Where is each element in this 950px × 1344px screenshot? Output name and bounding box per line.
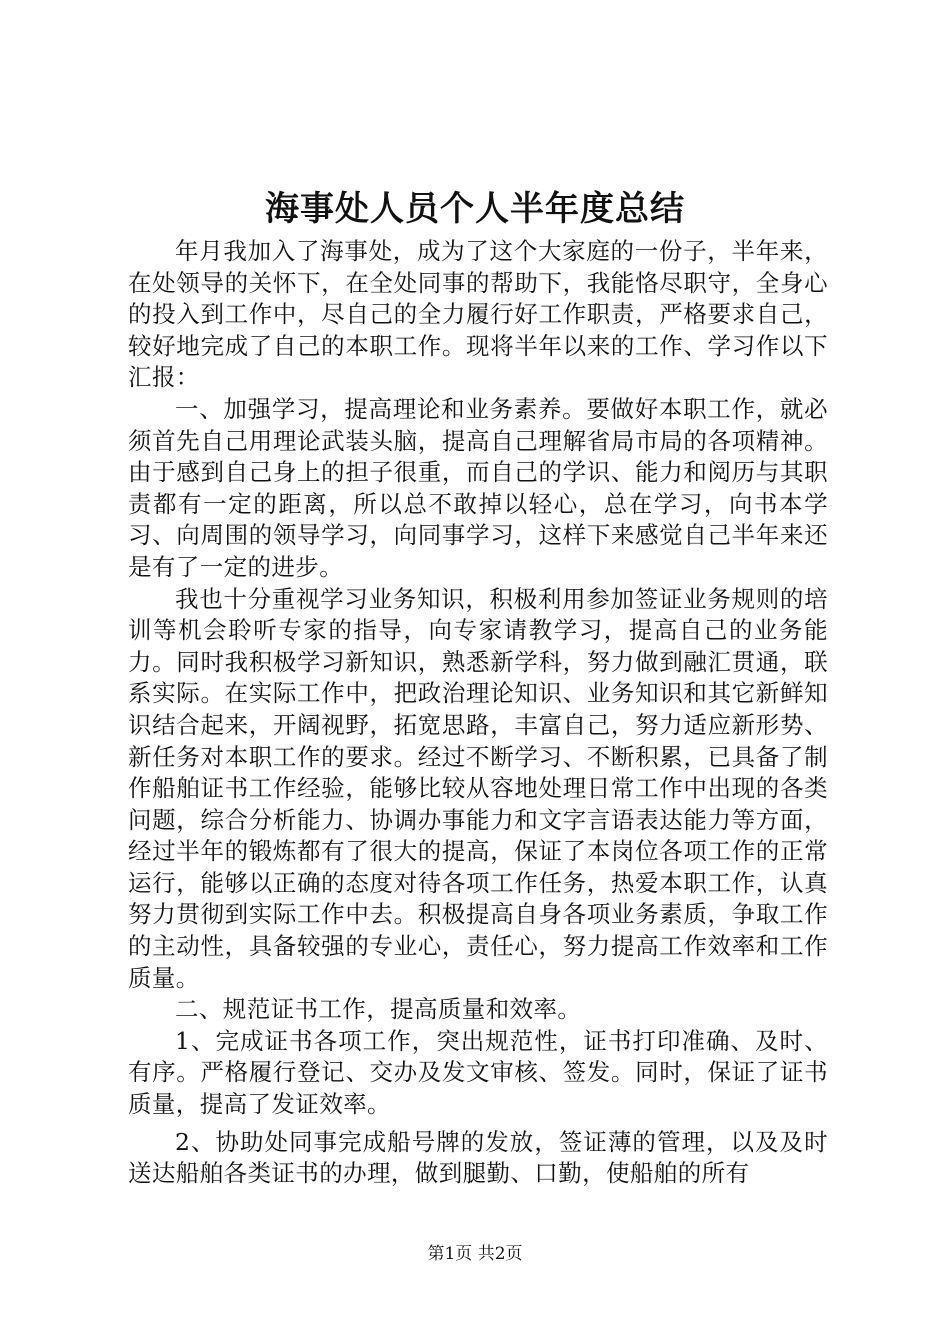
paragraph-item-1: 1、完成证书各项工作，突出规范性，证书打印准确、及时、有序。严格履行登记、交办及发文审核、签发。同时，保证了证书质量，提高了发证效率。 (128, 1026, 828, 1119)
paragraph-section-1: 一、加强学习，提高理论和业务素养。要做好本职工作，就必须首先自己用理论武装头脑，提高自己理解省局市局的各项精神。由于感到自己身上的担子很重，而自己的学识、能力和阅历与其职责都有一定的距离，所以总不敢掉以轻心，总在学习，向书本学习、向周围的领导学习，向同事学习，这样下来感觉自己半年来还是有了一定的进步。 (128, 394, 828, 581)
document-title: 海事处人员个人半年度总结 (265, 189, 685, 229)
paragraph-section-2: 二、规范证书工作，提高质量和效率。 (175, 995, 582, 1024)
paragraph-business-study: 我也十分重视学习业务知识，积极利用参加签证业务规则的培训等机会聆听专家的指导，向专家请教学习，提高自己的业务能力。同时我积极学习新知识，熟悉新学科，努力做到融汇贯通，联系实际。在实际工作中，把政治理论知识、业务知识和其它新鲜知识结合起来，开阔视野，拓宽思路，丰富自己，努力适应新形势、新任务对本职工作的要求。经过不断学习、不断积累，已具备了制作船舶证书工作经验，能够比较从容地处理日常工作中出现的各类问题，综合分析能力、协调办事能力和文字言语表达能力等方面，经过半年的锻炼都有了很大的提高，保证了本岗位各项工作的正常运行，能够以正确的态度对待各项工作任务，热爱本职工作，认真努力贯彻到实际工作中去。积极提高自身各项业务素质，争取工作的主动性，具备较强的专业心，责任心，努力提高工作效率和工作质量。 (128, 584, 828, 992)
paragraph-item-2: 2、协助处同事完成船号牌的发放，签证薄的管理，以及及时送达船舶各类证书的办理，做到腿勤、口勤，使船舶的所有 (128, 1127, 828, 1188)
page-footer: 第1页 共2页 (427, 1244, 523, 1264)
paragraph-intro: 年月我加入了海事处，成为了这个大家庭的一份子，半年来，在处领导的关怀下，在全处同事的帮助下，我能恪尽职守，全身心的投入到工作中，尽自己的全力履行好工作职责，严格要求自己，较好地完成了自己的本职工作。现将半年以来的工作、学习作以下汇报： (128, 237, 828, 392)
document-body (128, 236, 828, 1190)
